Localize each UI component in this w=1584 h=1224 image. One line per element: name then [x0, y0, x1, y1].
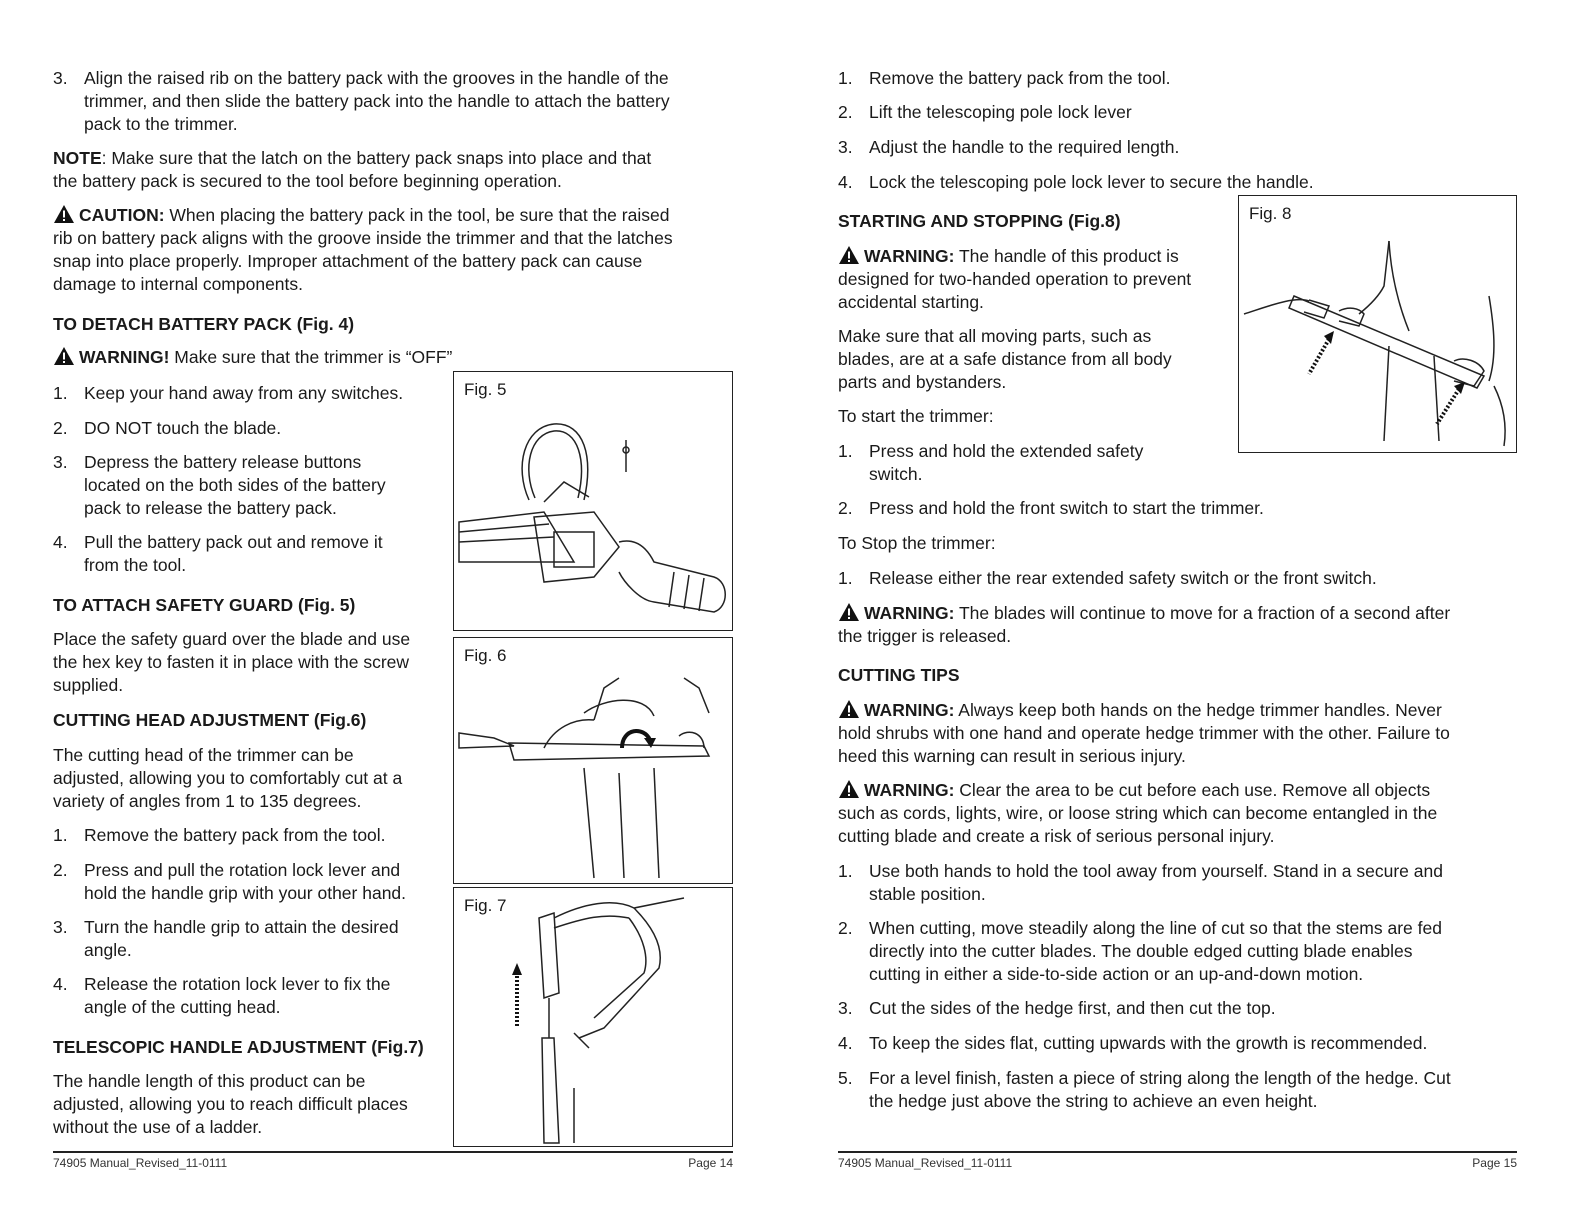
telescopic-heading: TELESCOPIC HANDLE ADJUSTMENT (Fig.7): [53, 1037, 424, 1057]
tip-item-5: 5. For a level finish, fasten a piece of string along the length of the hedge. Cut the hedge just above the string to achieve an even height.: [838, 1068, 1451, 1111]
detach-item-4: 4. Pull the battery pack out and remove it from the tool.: [53, 532, 383, 575]
detach-item-2: 2. DO NOT touch the blade.: [53, 418, 282, 438]
cutting-tips-heading: CUTTING TIPS: [838, 665, 960, 685]
footer-rule: [838, 1151, 1517, 1153]
cutting-head-heading: CUTTING HEAD ADJUSTMENT (Fig.6): [53, 710, 367, 730]
blades-warning: WARNING: The blades will continue to move for a fraction of a second after the trigger is released.: [838, 603, 1451, 646]
cutting-head-item-2: 2. Press and pull the rotation lock lever and hold the handle grip with your other hand.: [53, 860, 407, 903]
page-15: [792, 0, 1584, 1224]
starting-warning: WARNING: The handle of this product is designed for two-handed operation to prevent accidental starting.: [838, 246, 1192, 312]
footer-page-number: Page 15: [1472, 1156, 1517, 1170]
stop-item-1: 1. Release either the rear extended safety switch or the front switch.: [838, 568, 1377, 588]
footer-page-number: Page 14: [688, 1156, 733, 1170]
telescopic-paragraph: The handle length of this product can be adjusted, allowing you to reach difficult places without the use of a ladder.: [53, 1071, 408, 1137]
warning-triangle-icon: [838, 779, 860, 799]
warning-triangle-icon: [53, 204, 75, 224]
cutting-head-illustration: [454, 638, 731, 881]
to-start-label: To start the trimmer:: [838, 406, 994, 426]
figure-5: Fig. 5: [453, 371, 733, 631]
moving-parts-paragraph: Make sure that all moving parts, such as blades, are at a safe distance from all body parts and bystanders.: [838, 326, 1172, 392]
safety-guard-heading: TO ATTACH SAFETY GUARD (Fig. 5): [53, 595, 356, 615]
figure-7: Fig. 7: [453, 887, 733, 1147]
hands-warning: WARNING: Always keep both hands on the hedge trimmer handles. Never hold shrubs with one hand and operate hedge trimmer with the other. Failure to heed this warning can result in serious injury.: [838, 700, 1450, 766]
telescopic-step-2: 2. Lift the telescoping pole lock lever: [838, 102, 1132, 122]
start-item-1: 1. Press and hold the extended safety switch.: [838, 441, 1144, 484]
detach-item-1: 1. Keep your hand away from any switches.: [53, 383, 404, 403]
start-item-2: 2. Press and hold the front switch to start the trimmer.: [838, 498, 1264, 518]
battery-step-3: 3. Align the raised rib on the battery pack with the grooves in the handle of the trimmer, and then slide the battery pack into the handle to attach the battery pack to the trimmer.: [53, 68, 670, 134]
telescopic-step-4: 4. Lock the telescoping pole lock lever to secure the handle.: [838, 172, 1314, 192]
starting-stopping-heading: STARTING AND STOPPING (Fig.8): [838, 211, 1121, 231]
tip-item-3: 3. Cut the sides of the hedge first, and then cut the top.: [838, 998, 1276, 1018]
warning-triangle-icon: [838, 245, 860, 265]
warning-triangle-icon: [53, 346, 75, 366]
safety-guard-paragraph: Place the safety guard over the blade and use the hex key to fasten it in place with the screw supplied.: [53, 629, 411, 695]
tip-item-2: 2. When cutting, move steadily along the line of cut so that the stems are fed directly into the cutter blades. The double edged cutting blade enables cutting in either a side-to-side action or an up-and-down motion.: [838, 918, 1442, 984]
detach-item-3: 3. Depress the battery release buttons located on the both sides of the battery pack to release the battery pack.: [53, 452, 386, 518]
footer-doc-id: 74905 Manual_Revised_11-0111: [838, 1156, 1013, 1170]
two-handed-operation-illustration: [1239, 196, 1515, 450]
detach-battery-heading: TO DETACH BATTERY PACK (Fig. 4): [53, 314, 355, 334]
safety-guard-illustration: [454, 372, 731, 628]
figure-8: Fig. 8: [1238, 195, 1517, 453]
telescopic-step-3: 3. Adjust the handle to the required length.: [838, 137, 1180, 157]
cutting-head-paragraph: The cutting head of the trimmer can be adjusted, allowing you to comfortably cut at a variety of angles from 1 to 135 degrees.: [53, 745, 403, 811]
tip-item-4: 4. To keep the sides flat, cutting upwards with the growth is recommended.: [838, 1033, 1428, 1053]
telescopic-handle-illustration: [454, 888, 731, 1144]
to-stop-label: To Stop the trimmer:: [838, 533, 996, 553]
cutting-head-item-4: 4. Release the rotation lock lever to fix the angle of the cutting head.: [53, 974, 391, 1017]
warning-triangle-icon: [838, 602, 860, 622]
caution-paragraph: CAUTION: When placing the battery pack in the tool, be sure that the raised rib on battery pack aligns with the groove inside the trimmer and that the latches snap into place properly. Improper attachment of the battery pack can cause damage to internal components.: [53, 205, 673, 294]
clear-area-warning: WARNING: Clear the area to be cut before each use. Remove all objects such as cords, lights, wire, or loose string which can become entangled in the cutting blade and create a risk of serious personal injury.: [838, 780, 1438, 846]
cutting-head-item-1: 1. Remove the battery pack from the tool.: [53, 825, 386, 845]
telescopic-step-1: 1. Remove the battery pack from the tool.: [838, 68, 1171, 88]
footer-rule: [53, 1151, 733, 1153]
warning-triangle-icon: [838, 699, 860, 719]
detach-warning: WARNING! Make sure that the trimmer is “OFF”: [53, 346, 452, 369]
figure-6: Fig. 6: [453, 637, 733, 884]
footer-doc-id: 74905 Manual_Revised_11-0111: [53, 1156, 228, 1170]
tip-item-1: 1. Use both hands to hold the tool away from yourself. Stand in a secure and stable position.: [838, 861, 1443, 904]
note-paragraph: NOTE: Make sure that the latch on the battery pack snaps into place and that the battery pack is secured to the tool before beginning operation.: [53, 148, 652, 191]
cutting-head-item-3: 3. Turn the handle grip to attain the desired angle.: [53, 917, 399, 960]
